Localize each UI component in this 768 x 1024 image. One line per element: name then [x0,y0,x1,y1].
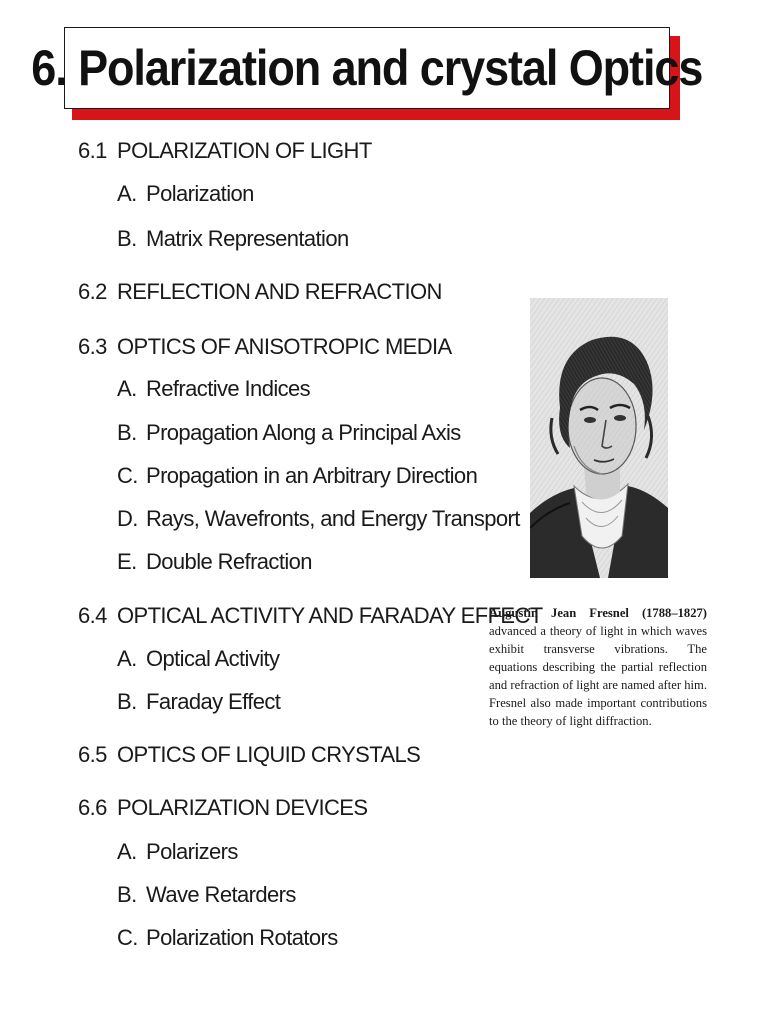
section-number: 6.5 [78,742,107,767]
section-title: OPTICAL ACTIVITY AND FARADAY EFFECT [117,603,543,628]
caption-name: Augustin Jean Fresnel (1788–1827) [489,606,707,620]
subsection-title: Propagation Along a Principal Axis [146,420,461,445]
section-number: 6.6 [78,795,107,820]
subsection-letter: D. [117,506,138,531]
subsection-title: Polarizers [146,839,238,864]
subsection-letter: B. [117,420,137,445]
section-number: 6.3 [78,334,107,359]
section-title: REFLECTION AND REFRACTION [117,279,442,304]
subsection-title: Matrix Representation [146,226,349,251]
section-title: POLARIZATION DEVICES [117,795,368,820]
subsection-letter: E. [117,549,137,574]
subsection-title: Polarization [146,181,254,206]
section-number: 6.1 [78,138,107,163]
section-title: OPTICS OF ANISOTROPIC MEDIA [117,334,452,359]
fresnel-portrait [530,298,668,578]
subsection-title: Refractive Indices [146,376,311,401]
caption-text: advanced a theory of light in which waves exhibit transverse vibrations. The equations describing the partial reflection and refraction of light are named after him. Fresnel also made important contributions to the theory of light diffraction. [489,624,707,728]
section-number: 6.4 [78,603,107,628]
subsection-letter: B. [117,689,137,714]
subsection-letter: A. [117,376,137,401]
subsection-letter: A. [117,646,137,671]
section-number: 6.2 [78,279,107,304]
subsection-letter: A. [117,181,137,206]
subsection-letter: A. [117,839,137,864]
section-title: OPTICS OF LIQUID CRYSTALS [117,742,421,767]
portrait-caption [489,604,707,730]
subsection-title: Optical Activity [146,646,280,671]
subsection-title: Polarization Rotators [146,925,338,950]
subsection-title: Double Refraction [146,549,312,574]
subsection-title: Faraday Effect [146,689,281,714]
subsection-title: Rays, Wavefronts, and Energy Transport [146,506,520,531]
subsection-letter: B. [117,226,137,251]
page-title: 6. Polarization and crystal Optics [31,40,703,96]
section-title: POLARIZATION OF LIGHT [117,138,372,163]
subsection-title: Propagation in an Arbitrary Direction [146,463,478,488]
portrait-drawing [530,298,668,578]
subsection-title: Wave Retarders [146,882,296,907]
subsection-letter: C. [117,925,138,950]
subsection-letter: C. [117,463,138,488]
subsection-letter: B. [117,882,137,907]
